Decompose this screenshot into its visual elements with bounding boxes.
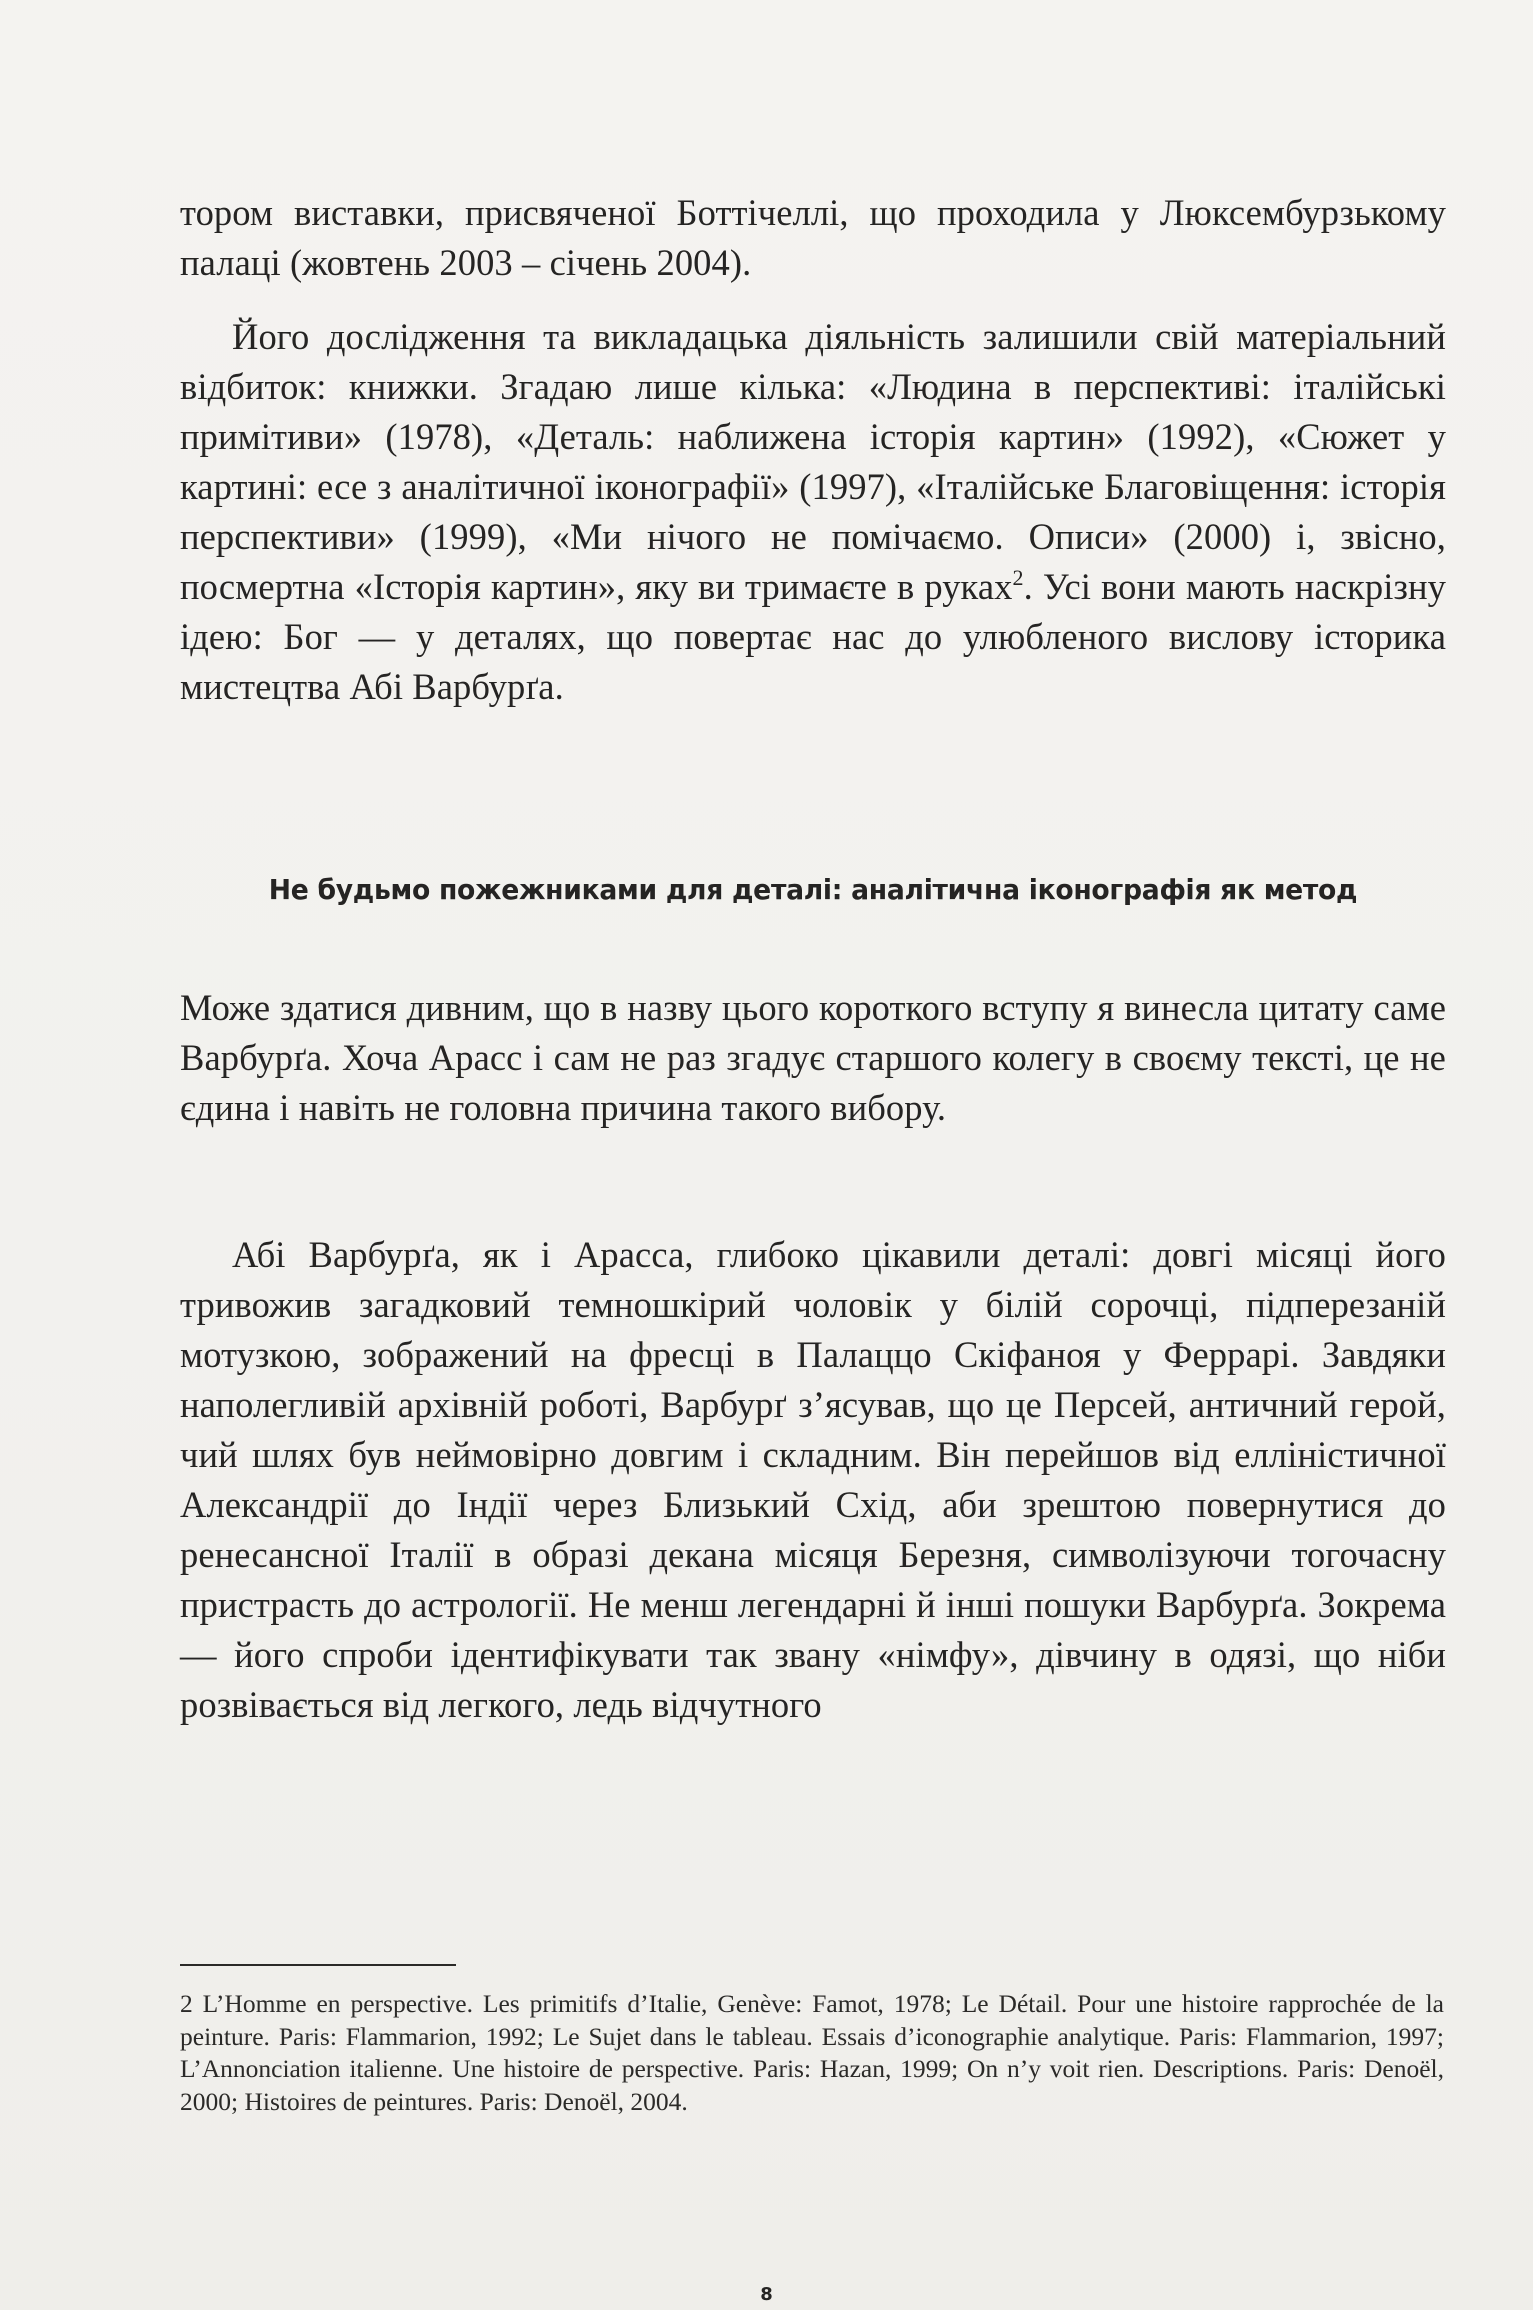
paragraph-3: Може здатися дивним, що в назву цього короткого вступу я винесла цитату саме Варбурґа. Хоча Арасс і сам не раз згадує старшого колегу в своєму тексті, це не єдина і навіть не головна причина такого вибору.	[180, 987, 1446, 1128]
paragraph-2-tail: . Усі вони мають наскрізну ідею: Бог — у деталях, що повертає нас до улюбленого вислову історика мистецтва Абі Варбурґа.	[180, 566, 1446, 707]
paragraph-2	[180, 312, 1446, 712]
footnote-2: 2 L’Homme en perspective. Les primitifs d’Italie, Genève: Famot, 1978; Le Détail. Pour une histoire rapprochée de la peinture. Paris: Flammarion, 1992; Le Sujet dans le tableau. Essais d’iconographie analytique. Paris: Flammarion, 1997; L’Annonciation italienne. Une histoire de perspective. Paris: Hazan, 1999; On n’y voit rien. Descriptions. Paris: Denoël, 2000; Histoires de peintures. Paris: Denoël, 2004.	[180, 1989, 1444, 2116]
paragraph-1: тором виставки, присвяченої Боттічеллі, що проходила у Люксембурзькому палаці (жовтень 2003 – січень 2004).	[180, 192, 1446, 283]
paragraph-4: Абі Варбурґа, як і Арасса, глибоко цікавили деталі: довгі місяці його тривожив загадковий темношкірий чоловік у білій сорочці, підперезаній мотузкою, зображений на фресці в Палаццо Скіфаноя у Феррарі. Завдяки наполегливій архівній роботі, Варбурґ з’ясував, що це Персей, античний герой, чий шлях був неймовірно довгим і складним. Він перейшов від елліністичної Александрії до Індії через Близький Схід, аби зрештою повернутися до ренесансної Італії в образі декана місяця Березня, символізуючи тогочасну пристрасть до астрології. Не менш легендарні й інші пошуки Варбурґа. Зокрема — його спроби ідентифікувати так звану «німфу», дівчину в одязі, що ніби розвівається від легкого, ледь відчутного	[180, 1234, 1446, 1725]
paragraph-2-text: Його дослідження та викладацька діяльність залишили свій матеріальний відбиток: книжки. Згадаю лише кілька: «Людина в перспективі: італійські примітиви» (1978), «Деталь: наближена історія картин» (1992), «Сюжет у картині: есе з аналітичної іконографії» (1997), «Італійське Благовіщення: історія перспективи» (1999), «Ми нічого не помічаємо. Описи» (2000) і, звісно, посмертна «Історія картин», яку ви тримаєте в руках	[180, 316, 1446, 607]
section-heading: Не будьмо пожежниками для деталі: аналітична іконографія як метод	[268, 873, 1358, 906]
footnote-divider	[180, 1964, 456, 1966]
page-number: 8	[760, 2284, 773, 2305]
footnote-reference[interactable]: 2	[1012, 565, 1024, 590]
